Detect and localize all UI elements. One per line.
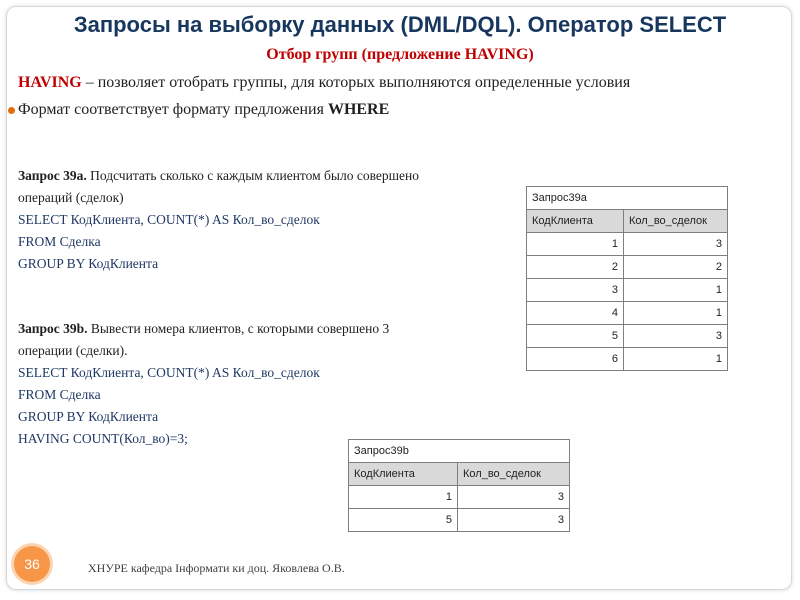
query-39a-sql-from: FROM Сделка [18, 234, 101, 249]
cell-client-id: 6 [527, 348, 624, 371]
table-caption: Запрос39b [349, 440, 570, 463]
table-row [527, 256, 728, 279]
format-text: Формат соответствует формату предложения [18, 101, 328, 118]
footer-text: ХНУРЕ кафедра Інформати ки доц. Яковлева О.В. [88, 561, 345, 575]
where-keyword: WHERE [327, 101, 390, 118]
cell-client-id: 1 [527, 233, 624, 256]
result-table-39a [526, 186, 728, 371]
cell-deal-count: 1 [624, 348, 728, 371]
query-39b-desc-line-1: Вывести номера клиентов, с которыми совершено 3 [87, 321, 390, 336]
column-header-deal-count: Кол_во_сделок [624, 210, 728, 233]
page-number-badge: 36 [14, 546, 50, 582]
cell-deal-count: 3 [458, 486, 570, 509]
query-39a-desc-line-2: операций (сделок) [18, 190, 124, 205]
having-definition [18, 74, 630, 92]
table-caption: Запрос39a [527, 187, 728, 210]
query-39b-desc-line-2: операции (сделки). [18, 343, 128, 358]
query-39b-sql-from: FROM Сделка [18, 387, 101, 402]
query-39b-sql-having: HAVING COUNT(Кол_во)=3; [18, 431, 188, 446]
query-39a-block [18, 165, 488, 275]
table-row [527, 233, 728, 256]
cell-deal-count: 3 [624, 325, 728, 348]
cell-client-id: 3 [527, 279, 624, 302]
query-39b-sql-group: GROUP BY КодКлиента [18, 409, 159, 424]
cell-deal-count: 1 [624, 302, 728, 325]
column-header-client-id: КодКлиента [349, 463, 458, 486]
query-39a-sql-select: SELECT КодКлиента, COUNT(*) AS Кол_во_сделок [18, 212, 320, 227]
column-header-deal-count: Кол_во_сделок [458, 463, 570, 486]
bullet-icon [8, 107, 15, 114]
result-table-39b [348, 439, 570, 532]
cell-client-id: 5 [349, 509, 458, 532]
cell-client-id: 1 [349, 486, 458, 509]
cell-client-id: 5 [527, 325, 624, 348]
cell-client-id: 2 [527, 256, 624, 279]
query-39b-label: Запрос 39b. [18, 321, 88, 336]
format-line [18, 101, 389, 119]
table-row [527, 325, 728, 348]
cell-deal-count: 3 [458, 509, 570, 532]
having-description: – позволяет отобрать группы, для которых выполняются определенные условия [81, 74, 631, 91]
having-keyword: HAVING [18, 74, 82, 91]
slide-subtitle: Отбор групп (предложение HAVING) [266, 46, 534, 63]
query-39b-sql-select: SELECT КодКлиента, COUNT(*) AS Кол_во_сделок [18, 365, 320, 380]
table-row [349, 486, 570, 509]
cell-deal-count: 1 [624, 279, 728, 302]
cell-client-id: 4 [527, 302, 624, 325]
column-header-client-id: КодКлиента [527, 210, 624, 233]
query-39a-label: Запрос 39а. [18, 168, 87, 183]
table-row [527, 348, 728, 371]
query-39a-desc-line-1: Подсчитать сколько с каждым клиентом было совершено [86, 168, 420, 183]
slide-title: Запросы на выборку данных (DML/DQL). Оператор SELECT [73, 12, 727, 37]
cell-deal-count: 3 [624, 233, 728, 256]
query-39a-desc [18, 165, 488, 187]
table-row [349, 509, 570, 532]
query-39b-block [18, 318, 488, 450]
table-row [527, 279, 728, 302]
table-row [527, 302, 728, 325]
query-39b-desc [18, 318, 488, 340]
cell-deal-count: 2 [624, 256, 728, 279]
query-39a-sql-group: GROUP BY КодКлиента [18, 256, 159, 271]
